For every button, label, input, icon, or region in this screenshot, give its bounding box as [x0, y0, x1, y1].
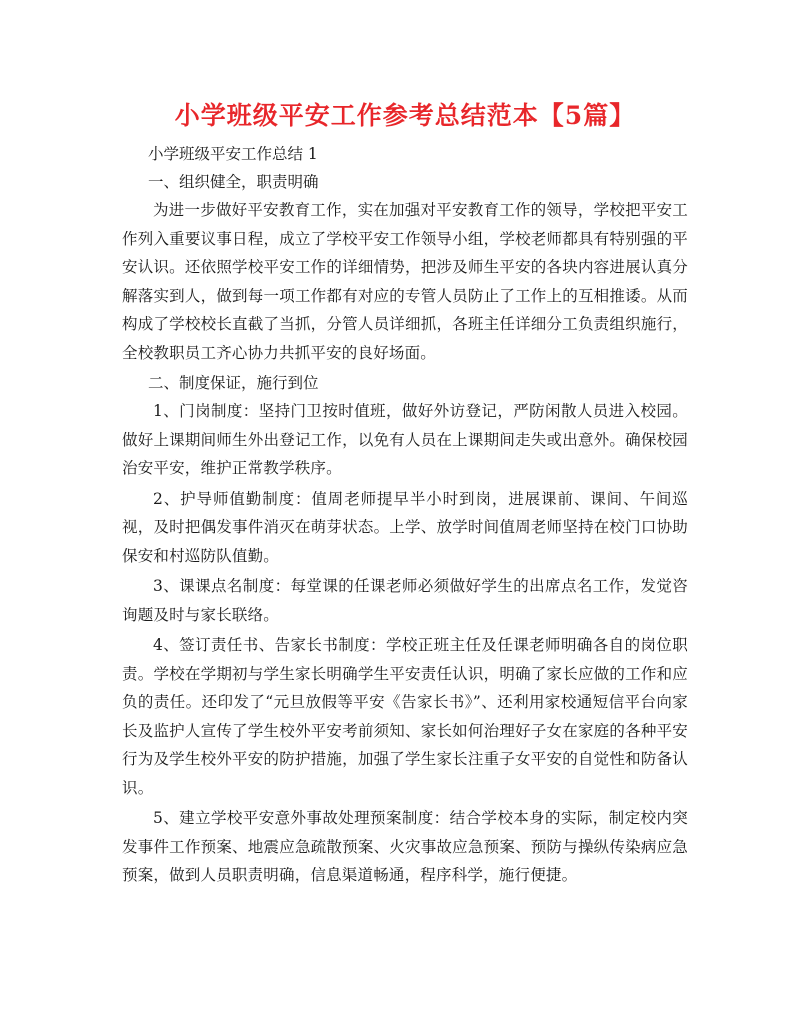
section2-item-4: 4、签订责任书、告家长书制度：学校正班主任及任课老师明确各自的岗位职责。学校在学期初与学生家长明确学生平安责任认识，明确了家长应做的工作和应负的责任。还印发了“元旦放假等平安《告家长书》”、还利用家校通短信平台向家长及监护人宣传了学生校外平安考前须知、家长如何治理好子女在家庭的各种平安行为及学生校外平安的防护措施，加强了学生家长注重子女平安的自觉性和防备认识。 — [122, 636, 688, 797]
section2 — [122, 369, 688, 890]
section2-item-2: 2、护导师值勤制度：值周老师提早半小时到岗，进展课前、课间、午间巡视，及时把偶发事件消灭在萌芽状态。上学、放学时间值周老师坚持在校门口协助保安和村巡防队值勤。 — [122, 489, 688, 565]
document-page — [122, 96, 688, 892]
section2-item-5: 5、建立学校平安意外事故处理预案制度：结合学校本身的实际，制定校内突发事件工作预案、地震应急疏散预案、火灾事故应急预案、预防与操纵传染病应急预案，做到人员职责明确，信息渠道畅通，程序科学，施行便捷。 — [122, 809, 688, 884]
section2-item-3: 3、课课点名制度：每堂课的任课老师必须做好学生的出席点名工作，发觉咨询题及时与家长联络。 — [122, 577, 688, 624]
section1-paragraph: 为进一步做好平安教育工作，实在加强对平安教育工作的领导，学校把平安工作列入重要议事日程，成立了学校平安工作领导小组，学校老师都具有特别强的平安认识。还依照学校平安工作的详细情势，把涉及师生平安的各块内容进展认真分解落实到人，做到每一项工作都有对应的专管人员防止了工作上的互相推诿。从而构成了学校校长直截了当抓，分管人员详细抓，各班主任详细分工负责组织施行，全校教职员工齐心协力共抓平安的良好场面。 — [122, 201, 688, 362]
section1-heading: 一、组织健全，职责明确 — [148, 173, 319, 191]
section2-heading: 二、制度保证，施行到位 — [148, 374, 319, 392]
document-subtitle: 小学班级平安工作总结 1 — [148, 145, 318, 163]
document-title: 小学班级平安工作参考总结范本【5篇】 — [174, 101, 636, 130]
section2-item-1: 1、门岗制度：坚持门卫按时值班，做好外访登记，严防闲散人员进入校园。做好上课期间师生外出登记工作，以免有人员在上课期间走失或出意外。确保校园治安平安，维护正常教学秩序。 — [122, 402, 688, 477]
